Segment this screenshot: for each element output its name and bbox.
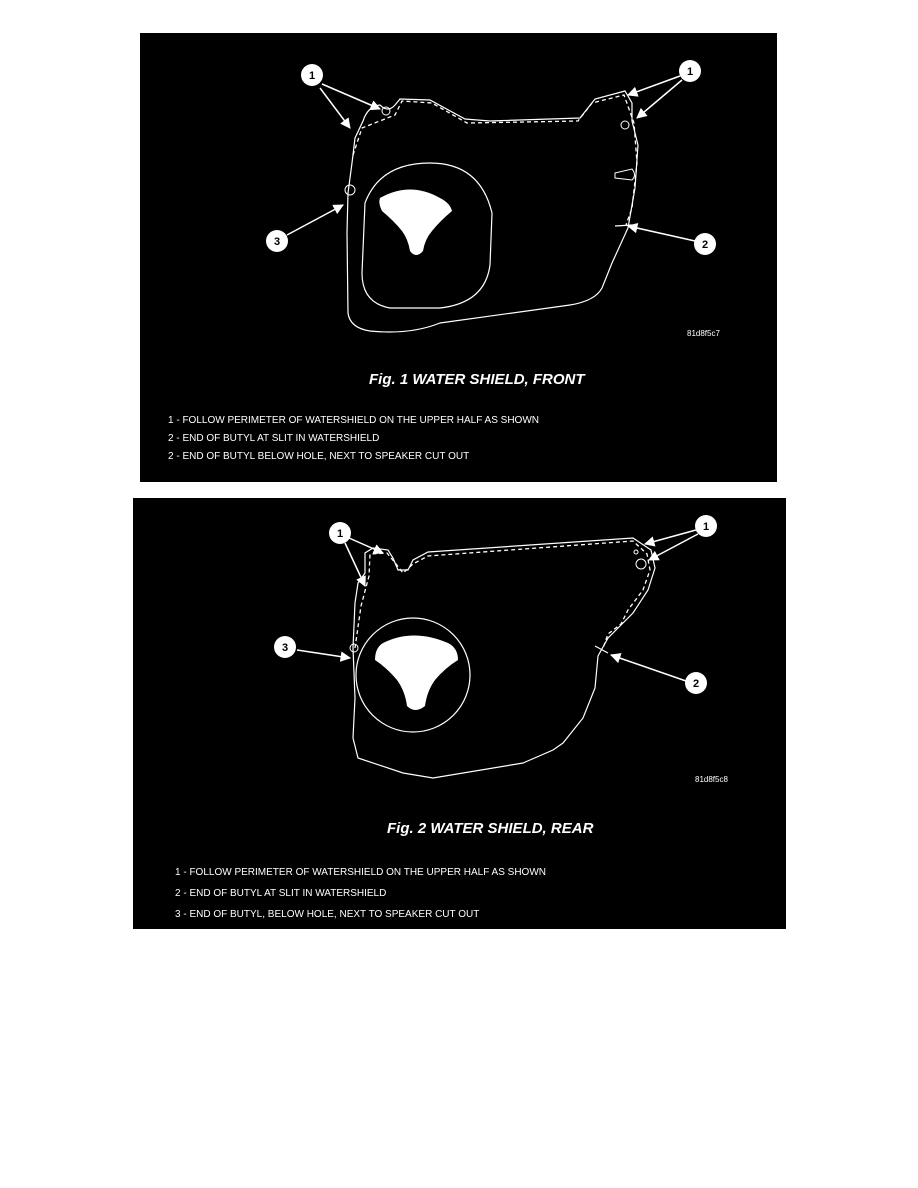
callout-arrow-icon: [611, 655, 686, 681]
callout-1-right: 1: [686, 66, 694, 78]
hole: [345, 185, 355, 195]
slot: [615, 169, 635, 180]
butyl-bead-path: [355, 541, 650, 648]
hole: [636, 559, 646, 569]
figure-code: 81d8f5c8: [695, 775, 728, 784]
figure-caption: Fig. 1 WATER SHIELD, FRONT: [369, 371, 585, 388]
figure-code: 81d8f5c7: [687, 329, 720, 338]
callout-arrow-icon: [649, 534, 698, 560]
callout-1-left: 1: [336, 528, 344, 540]
figure-1-water-shield-front: [140, 33, 777, 482]
legend-item: 3 - END OF BUTYL, BELOW HOLE, NEXT TO SPEAKER CUT OUT: [175, 909, 480, 920]
legend-item: 2 - END OF BUTYL AT SLIT IN WATERSHIELD: [175, 888, 387, 899]
figure-caption: Fig. 2 WATER SHIELD, REAR: [387, 820, 594, 837]
legend-item: 2 - END OF BUTYL AT SLIT IN WATERSHIELD: [168, 433, 380, 444]
hole: [621, 121, 629, 129]
callout-1-left: 1: [308, 70, 316, 82]
callout-1-right: 1: [702, 521, 710, 533]
callout-2: 2: [701, 239, 709, 251]
callout-arrow-icon: [297, 650, 350, 658]
slit-mark: [595, 646, 608, 653]
callout-arrow-icon: [345, 543, 365, 586]
callout-arrow-icon: [349, 538, 383, 553]
callout-arrow-icon: [287, 205, 343, 235]
callout-arrow-icon: [628, 226, 695, 241]
hole: [350, 644, 358, 652]
legend-item: 2 - END OF BUTYL BELOW HOLE, NEXT TO SPEAKER CUT OUT: [168, 451, 470, 462]
figure-2-water-shield-rear: [133, 498, 786, 929]
callout-3: 3: [273, 236, 281, 248]
callout-arrow-icon: [628, 76, 680, 95]
figure-legend: [175, 862, 546, 925]
callout-arrow-icon: [322, 84, 380, 109]
figure-legend: [168, 412, 539, 466]
speaker-cutout-icon: [379, 190, 452, 256]
callout-2: 2: [692, 678, 700, 690]
hole: [634, 550, 638, 554]
callout-arrow-icon: [637, 80, 682, 118]
callout-arrow-icon: [645, 530, 696, 544]
callout-3: 3: [281, 642, 289, 654]
legend-item: 1 - FOLLOW PERIMETER OF WATERSHIELD ON THE UPPER HALF AS SHOWN: [168, 415, 539, 426]
legend-item: 1 - FOLLOW PERIMETER OF WATERSHIELD ON THE UPPER HALF AS SHOWN: [175, 867, 546, 878]
speaker-cutout-icon: [375, 636, 458, 711]
